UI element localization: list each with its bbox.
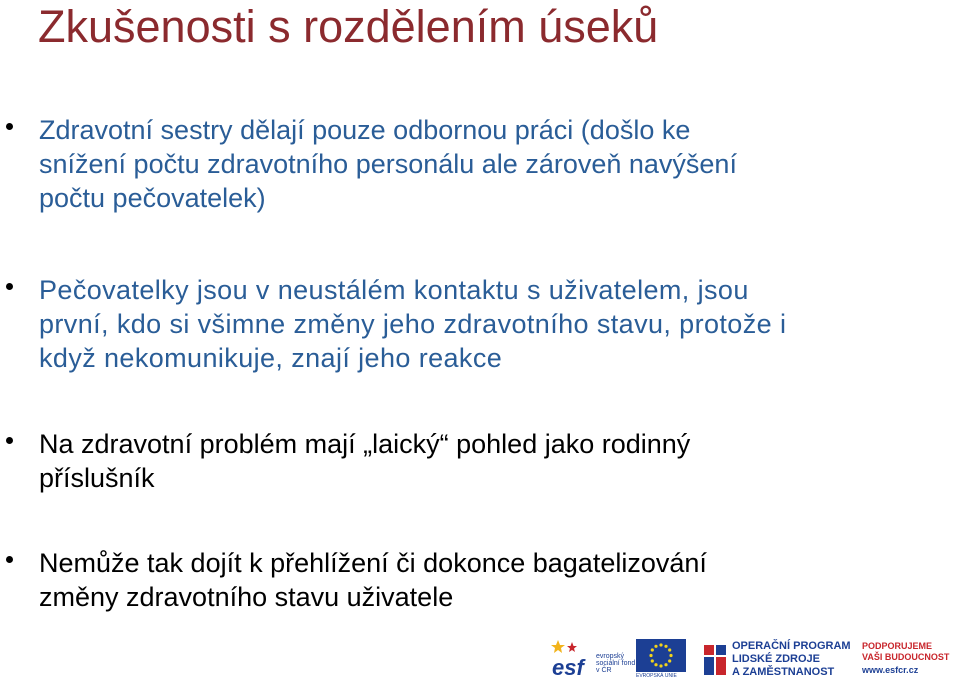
esf-caption: evropský sociální fond v ČR	[596, 653, 636, 674]
bullet-item	[39, 546, 949, 614]
eu-logo	[636, 639, 686, 679]
bullet-dot-icon	[6, 556, 13, 563]
bullet-text-line: Zdravotní sestry dělají pouze odbornou práci (došlo ke	[39, 115, 691, 145]
op-line: A ZAMĚSTNANOST	[732, 666, 835, 678]
page-title: Zkušenosti s rozdělením úseků	[38, 1, 659, 52]
op-text	[732, 640, 851, 679]
bullet-text-line: Nemůže tak dojít k přehlížení či dokonce bagatelizování	[39, 548, 707, 578]
op-logo	[702, 637, 852, 682]
esf-mark: esf	[552, 655, 584, 680]
bullet-item	[39, 273, 949, 375]
bullet-text-line: Na zdravotní problém mají „laický“ pohled jako rodinný	[39, 429, 691, 459]
bullet-text-line: první, kdo si všimne změny jeho zdravotního stavu, protože i	[39, 309, 787, 339]
bullet-text-line: když nekomunikuje, znají jeho reakce	[39, 343, 503, 373]
eu-stars-icon	[636, 639, 686, 672]
slogan-url: www.esfcr.cz	[862, 665, 919, 675]
bullet-text-line: počtu pečovatelek)	[39, 183, 266, 213]
slogan-line: PODPORUJEME	[862, 641, 933, 651]
bullet-text-line: snížení počtu zdravotního personálu ale zároveň navýšení	[39, 149, 737, 179]
bullet-text-line: Pečovatelky jsou v neustálém kontaktu s uživatelem, jsou	[39, 275, 749, 305]
esf-stars-icon	[550, 639, 600, 655]
footer-logos	[546, 637, 960, 682]
op-figure-icon	[702, 643, 728, 677]
bullet-dot-icon	[6, 123, 13, 130]
bullet-text-line: změny zdravotního stavu uživatele	[39, 582, 454, 612]
bullet-dot-icon	[6, 437, 13, 444]
slogan-text	[862, 641, 949, 663]
slogan-logo	[862, 641, 960, 681]
esf-logo	[546, 639, 636, 679]
bullet-dot-icon	[6, 283, 13, 290]
op-line: OPERAČNÍ PROGRAM	[732, 640, 851, 652]
eu-caption: EVROPSKÁ UNIE	[636, 673, 677, 679]
slogan-line: VAŠI BUDOUCNOST	[862, 652, 950, 662]
bullet-text-line: příslušník	[39, 463, 155, 493]
eu-flag-icon	[636, 639, 686, 672]
bullet-item	[39, 113, 949, 215]
bullet-item	[39, 427, 949, 495]
op-line: LIDSKÉ ZDROJE	[732, 653, 821, 665]
